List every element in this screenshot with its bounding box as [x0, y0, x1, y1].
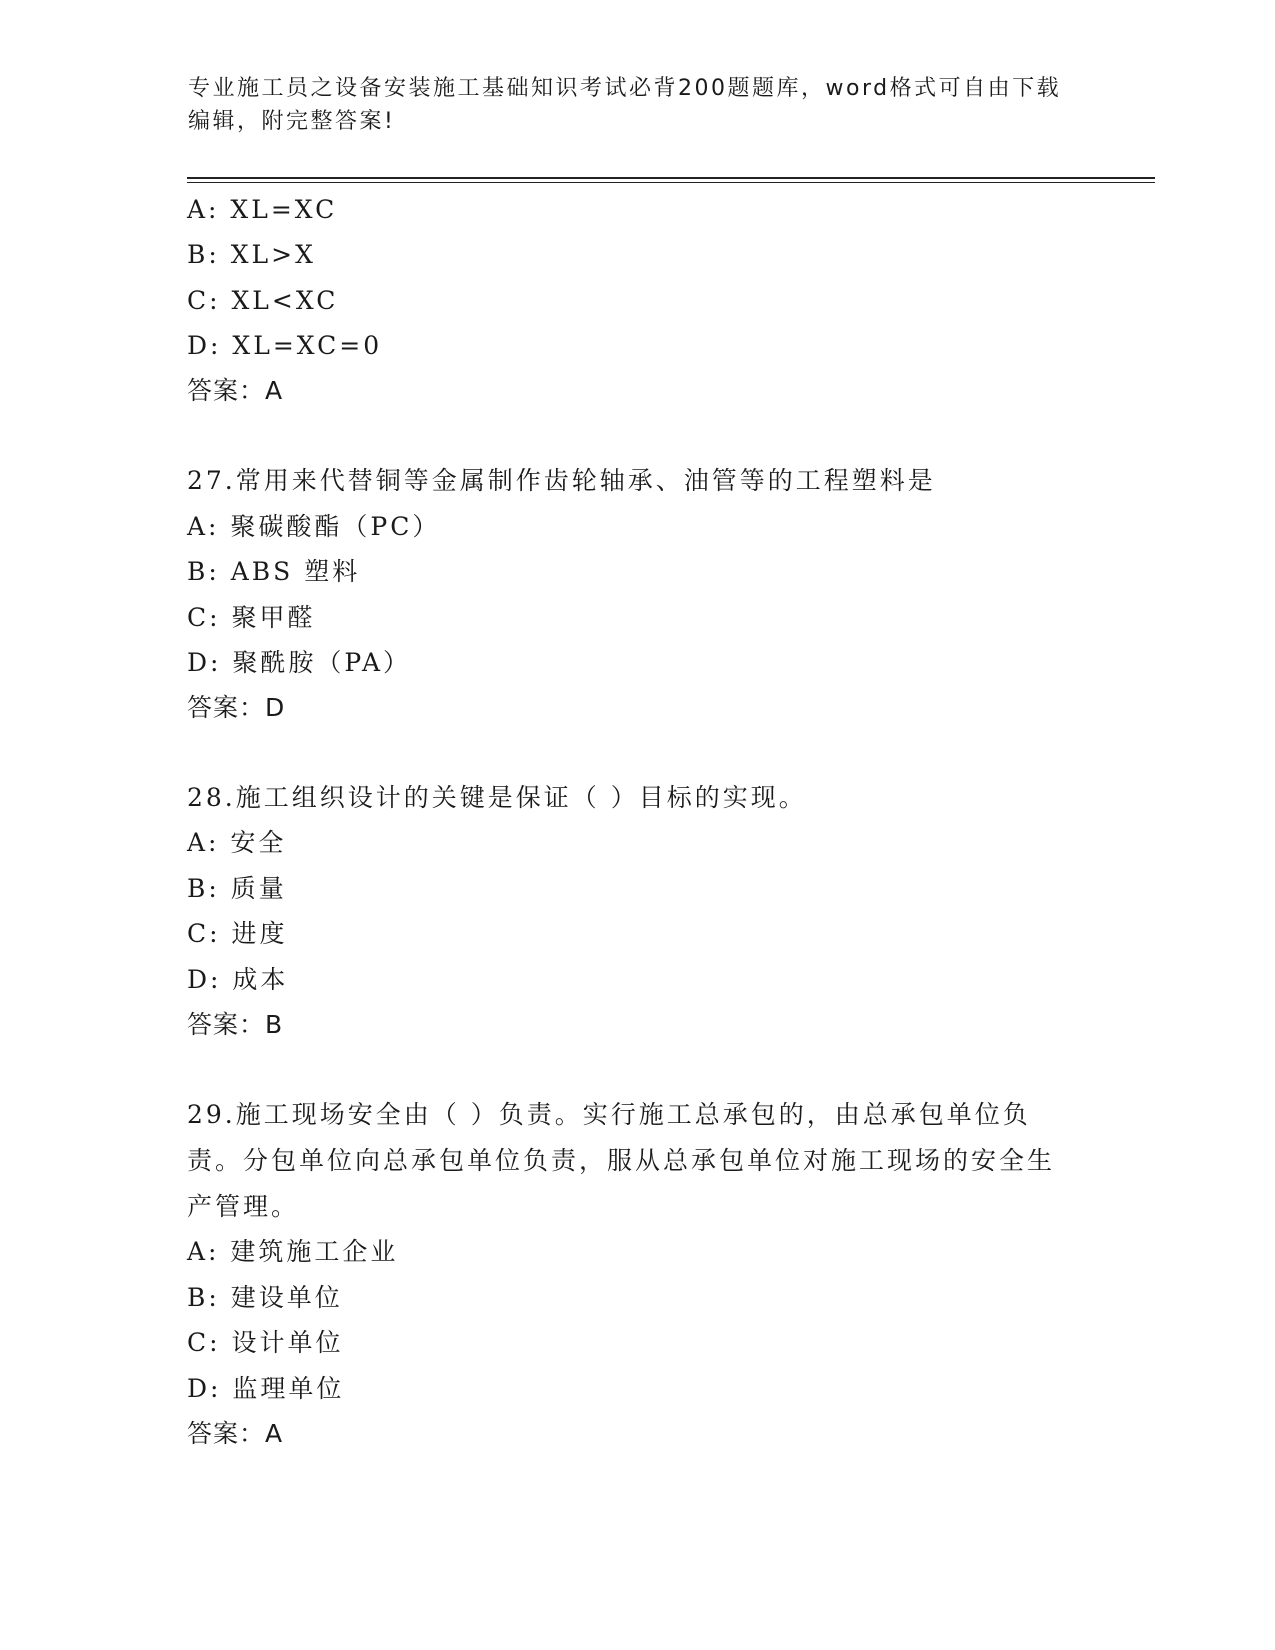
q27-option-d: D: 聚酰胺（PA） — [187, 648, 411, 677]
q28-option-c: C: 进度 — [187, 919, 288, 948]
q26-option-c: C: XL<XC — [187, 286, 339, 315]
q27-option-c: C: 聚甲醛 — [187, 603, 316, 632]
q29-answer: 答案：A — [187, 1419, 284, 1448]
q27-answer: 答案：D — [187, 693, 286, 722]
q26-option-a: A: XL=XC — [187, 195, 338, 224]
q26-option-b: B: XL>X — [187, 240, 316, 269]
q29-option-c: C: 设计单位 — [187, 1328, 344, 1357]
q27-option-a: A: 聚碳酸酯（PC） — [187, 512, 441, 541]
q28-option-a: A: 安全 — [187, 828, 287, 857]
q28-option-b: B: 质量 — [187, 874, 287, 903]
q29-option-b: B: 建设单位 — [187, 1283, 343, 1312]
q26-option-d: D: XL=XC=0 — [187, 331, 383, 360]
q26-answer: 答案：A — [187, 376, 284, 405]
q29-option-a: A: 建筑施工企业 — [187, 1237, 399, 1266]
q28-question: 28.施工组织设计的关键是保证（ ）目标的实现。 — [187, 783, 807, 812]
header-divider-thin — [187, 182, 1155, 183]
document-header — [188, 72, 1068, 138]
header-divider-thick — [187, 177, 1155, 179]
header-title-line-1: 专业施工员之设备安装施工基础知识考试必背200题题库，word格式可自由下载 — [188, 76, 1062, 101]
q29-option-d: D: 监理单位 — [187, 1374, 345, 1403]
q27-question: 27.常用来代替铜等金属制作齿轮轴承、油管等的工程塑料是 — [187, 466, 936, 495]
q28-answer: 答案：B — [187, 1010, 284, 1039]
q28-option-d: D: 成本 — [187, 965, 289, 994]
q29-question: 29.施工现场安全由（ ）负责。实行施工总承包的，由总承包单位负责。分包单位向总承包单位负责，服从总承包单位对施工现场的安全生产管理。 — [187, 1100, 1056, 1221]
header-title-line-2: 编辑，附完整答案! — [188, 109, 396, 134]
q27-option-b: B: ABS 塑料 — [187, 557, 361, 586]
